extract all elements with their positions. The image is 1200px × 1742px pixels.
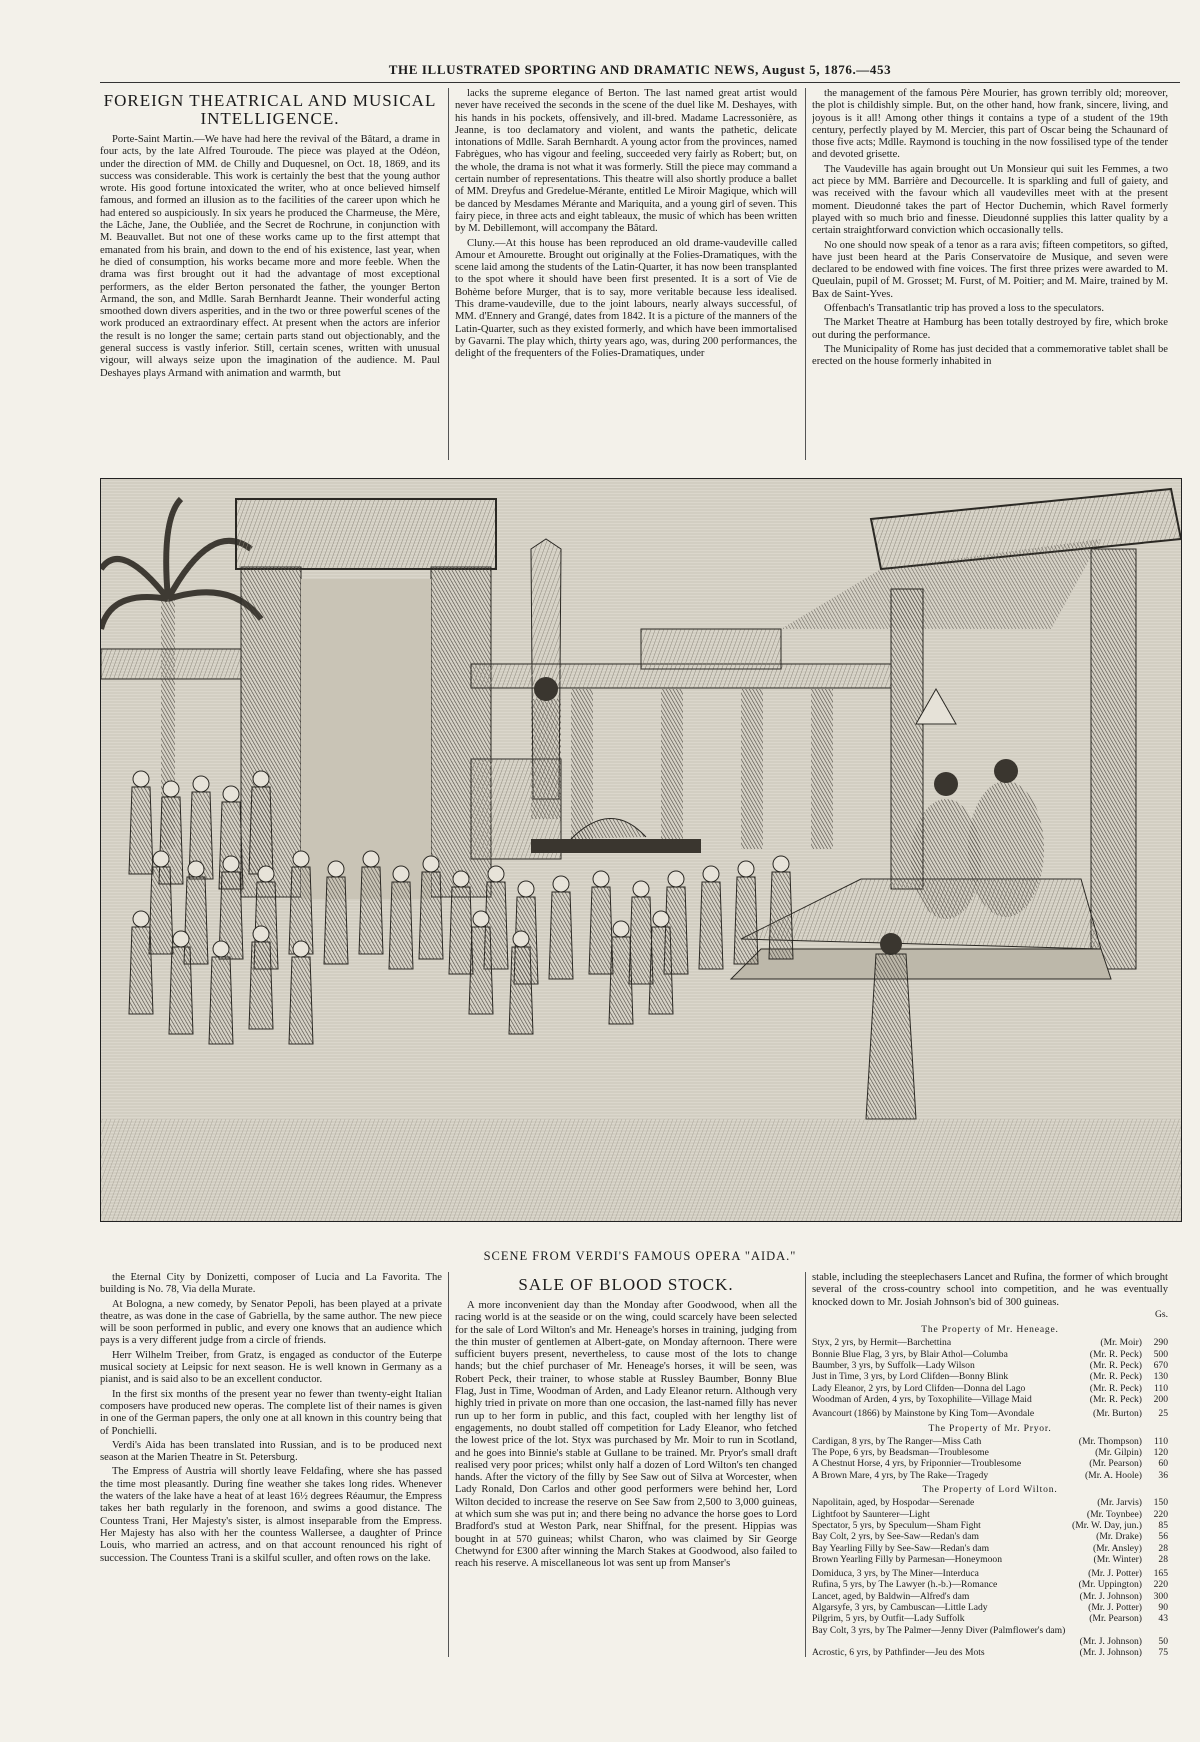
lot-description: Pilgrim, 5 yrs, by Outfit—Lady Suffolk <box>812 1613 965 1625</box>
soldier-figure <box>169 947 193 1034</box>
lot-buyer: (Mr. Uppington) <box>1078 1579 1142 1591</box>
lot-description: Bay Colt, 2 yrs, by See-Saw—Redan's dam <box>812 1531 979 1543</box>
lot-description: Lancet, aged, by Baldwin—Alfred's dam <box>812 1590 970 1602</box>
lot-description: Acrostic, 6 yrs, by Pathfinder—Jeu des Mots <box>812 1647 985 1659</box>
lot-row <box>812 1337 1168 1348</box>
lot-description: Avancourt (1866) by Mainstone by King Tom—Avondale <box>812 1408 1035 1420</box>
soldier-figure <box>699 882 723 969</box>
lot-buyer: (Mr. J. Johnson) <box>1079 1590 1142 1602</box>
lot-row <box>812 1436 1168 1447</box>
soldier-figure <box>609 937 633 1024</box>
soldier-figure <box>703 866 719 882</box>
article-paragraph: Porte-Saint Martin.—We have had here the revival of the Bâtard, a drame in four acts, by the late Alfred Touroude. The piece was played at the Odéon, under the direction of MM. de Chilly and Duquesnel, on Oct. 18, 1869, and its success was considerable. This work is certainly the best that the young author wrote. His good fortune intoxicated the writer, who at once believed himself famous, and formed an illusion as to the facilities of the career upon which he had entered so auspiciously. In six years he produced the Charmeuse, the Mère, the Lâche, Jane, the Oubliée, and the Secret de Rochrune, in conjunction with M. Beauvallet. But not one of these works came up to the first attempt that emanated from his brain, and down to the end of his existence, last year, when he died of consumption, his works became more and more feeble. When the drama was first brought out it had the advantage of most exceptional performers, as the elder Berton personated the father, the younger Berton Armand, the son, and Mdlle. Sarah Bernhardt Jeanne. Their wonderful acting smoothed down divers asperities, and in the two or three powerful scenes of the work produced an extraordinary effect. At present when the actors are inferior the result is no longer the same; certain parts stand out objectionably, and the general success is vastly inferior. Still, certain scenes, written with unusual vigour, will always seize upon the imagination of the audience. M. Paul Deshayes plays Armand with animation and warmth, but <box>100 134 440 379</box>
sale-results-column <box>812 1272 1168 1692</box>
soldier-figure <box>188 861 204 877</box>
lot-buyer: (Mr. W. Day, jun.) <box>1072 1519 1142 1531</box>
lot-buyer: (Mr. J. Johnson) <box>1079 1635 1142 1647</box>
lot-description: The Pope, 6 yrs, by Beadsman—Troublesome <box>812 1447 989 1459</box>
lot-row <box>812 1531 1168 1542</box>
foreign-title: FOREIGN THEATRICAL AND MUSICAL INTELLIGENCE. <box>103 92 437 128</box>
lot-buyer: (Mr. R. Peck) <box>1089 1382 1142 1394</box>
soldier-figure <box>518 881 534 897</box>
lot-price: 25 <box>1158 1408 1168 1420</box>
soldier-figure <box>324 877 348 964</box>
soldier-figure <box>293 851 309 867</box>
lot-buyer: (Mr. A. Hoole) <box>1084 1469 1142 1481</box>
lot-price: 290 <box>1153 1337 1168 1349</box>
soldier-figure <box>613 921 629 937</box>
lot-buyer: (Mr. J. Johnson) <box>1079 1647 1142 1659</box>
lot-buyer: (Mr. Gilpin) <box>1095 1447 1142 1459</box>
lots-table <box>812 1436 1168 1481</box>
lot-description <box>812 1636 1067 1647</box>
article-paragraph: The Market Theatre at Hamburg has been totally destroyed by fire, which broke out during the performance. <box>812 317 1168 341</box>
soldier-figure <box>133 911 149 927</box>
lot-price: 36 <box>1158 1469 1168 1481</box>
engraving-caption: SCENE FROM VERDI'S FAMOUS OPERA "AIDA." <box>483 1249 797 1263</box>
lot-price: 200 <box>1153 1393 1168 1405</box>
sale-lots <box>812 1324 1168 1658</box>
soldier-figure <box>509 947 533 1034</box>
soldier-figure <box>488 866 504 882</box>
soldier-figure <box>223 856 239 872</box>
lot-price: 130 <box>1153 1371 1168 1383</box>
lot-price: 150 <box>1153 1497 1168 1509</box>
soldier-figure <box>589 887 613 974</box>
lot-price: 50 <box>1158 1635 1168 1647</box>
lot-row <box>812 1394 1168 1405</box>
lot-row <box>812 1405 1168 1419</box>
soldier-figure <box>258 866 274 882</box>
soldier-figure <box>173 931 189 947</box>
soldier-figure <box>773 856 789 872</box>
soldier-figure <box>423 856 439 872</box>
soldier-figure <box>449 887 473 974</box>
soldier-figure <box>209 957 233 1044</box>
lot-row <box>812 1625 1168 1636</box>
soldier-figure <box>769 872 793 959</box>
article-paragraph: The Vaudeville has again brought out Un Monsieur qui suit les Femmes, a two act piece by MM. Barrière and Decourcelle. It is sparkling and full of gaiety, and was received with the favour which all vaudevilles meet with at the present moment. Dieudonné takes the part of Hector Duchemin, which Ravel formerly played with so much brio and finesse. Dieudonné supplies this latter quality by a certain straightforward conviction which occasionally tells. <box>812 163 1168 237</box>
soldier-figure <box>549 892 573 979</box>
soldier-figure <box>363 851 379 867</box>
lot-row <box>812 1647 1168 1658</box>
lot-description: Algarsyfe, 3 yrs, by Cambuscan—Little Lady <box>812 1602 988 1614</box>
soldier-figure <box>133 771 149 787</box>
owner-heading: The Property of Mr. Heneage. <box>921 1324 1059 1336</box>
lot-price: 670 <box>1153 1360 1168 1372</box>
soldier-figure <box>359 867 383 954</box>
soldier-figure <box>213 941 229 957</box>
lot-price: 28 <box>1158 1542 1168 1554</box>
soldier-figure <box>249 942 273 1029</box>
lot-price: 110 <box>1153 1382 1168 1394</box>
lot-description: Lady Eleanor, 2 yrs, by Lord Clifden—Donna del Lago <box>812 1382 1026 1394</box>
soldier-figure <box>653 911 669 927</box>
soldier-figure <box>129 927 153 1014</box>
lot-row <box>812 1360 1168 1371</box>
lot-price: 220 <box>1153 1508 1168 1520</box>
soldier-figure <box>593 871 609 887</box>
column-rule <box>805 1272 806 1657</box>
lot-buyer: (Mr. R. Peck) <box>1089 1371 1142 1383</box>
lot-buyer: (Mr. Toynbee) <box>1086 1508 1142 1520</box>
soldier-figure <box>253 926 269 942</box>
lot-row <box>812 1458 1168 1469</box>
soldier-figure <box>393 866 409 882</box>
soldier-figure <box>328 861 344 877</box>
lot-row <box>812 1470 1168 1481</box>
article-paragraph: The Empress of Austria will shortly leave Feldafing, where she has passed the time most pleasantly. During fine weather she takes long rides. Whenever the waters of the lake have a heat of at least 16½ degrees Réaumur, the Empress takes her bath regularly in the forenoon, and swims a good distance. The Countess Trani, Her Majesty's sister, is almost inseparable from the Empress. Her Majesty has also with her the countess Wallersee, a daughter of Prince Louis, who married an actress, and on that account renounced his right of succession. The Countess Trani is a skilful sculler, and often rows on the lake. <box>100 1466 442 1564</box>
article-paragraph: At Bologna, a new comedy, by Senator Pepoli, has been played at a private theatre, as was done in the case of Gabriella, by the same author. The new piece will be soon performed in public, and every one knows that an audience which pays is a very different judge from a circle of friends. <box>100 1298 442 1347</box>
article-paragraph: Verdi's Aida has been translated into Russian, and is to be produced next season at the Marien Theatre in St. Petersburg. <box>100 1439 442 1464</box>
lot-row <box>812 1565 1168 1579</box>
lot-row <box>812 1554 1168 1565</box>
lot-buyer: (Mr. J. Potter) <box>1088 1602 1142 1614</box>
lot-description: Spectator, 5 yrs, by Speculum—Sham Fight <box>812 1519 981 1531</box>
lot-row <box>812 1613 1168 1624</box>
lot-description: Bonnie Blue Flag, 3 yrs, by Blair Athol—Columba <box>812 1348 1008 1360</box>
soldier-figure <box>734 877 758 964</box>
soldier-figure <box>419 872 443 959</box>
lot-price: 220 <box>1153 1579 1168 1591</box>
soldier-figure <box>289 957 313 1044</box>
blood-stock-title: SALE OF BLOOD STOCK. <box>518 1276 734 1294</box>
lot-description: Domiduca, 3 yrs, by The Miner—Interduca <box>812 1568 979 1580</box>
lot-price: 60 <box>1158 1458 1168 1470</box>
lot-buyer: (Mr. J. Potter) <box>1088 1568 1142 1580</box>
lot-row <box>812 1497 1168 1508</box>
lot-row <box>812 1349 1168 1360</box>
lower-column-1 <box>100 1272 442 1592</box>
lot-row <box>812 1636 1168 1647</box>
soldier-figure <box>469 927 493 1014</box>
foreign-column-3 <box>812 88 1168 460</box>
lot-price: 56 <box>1158 1531 1168 1543</box>
lot-buyer: (Mr. Pearson) <box>1089 1458 1142 1470</box>
lot-description: Rufina, 5 yrs, by The Lawyer (h.-b.)—Romance <box>812 1579 998 1591</box>
lot-buyer: (Mr. R. Peck) <box>1089 1360 1142 1372</box>
soldier-figure <box>153 851 169 867</box>
lot-price: 28 <box>1158 1553 1168 1565</box>
lot-price: 120 <box>1153 1447 1168 1459</box>
owner-heading: The Property of Lord Wilton. <box>922 1484 1058 1496</box>
lot-buyer: (Mr. R. Peck) <box>1089 1348 1142 1360</box>
article-paragraph: Herr Wilhelm Treiber, from Gratz, is engaged as conductor of the Euterpe musical society at Leipsic for next season. He is well known in Germany as a pianist, and is said also to be an excellent conductor. <box>100 1349 442 1386</box>
lot-price: 43 <box>1158 1613 1168 1625</box>
lot-buyer: (Mr. Drake) <box>1096 1531 1142 1543</box>
article-paragraph: the management of the famous Père Mourier, has grown terribly old; moreover, the plot is childishly simple. But, on the other hand, how frank, sincere, living, and joyous is it all! Among other things it contains a type of a student of the 19th century, perfectly played by M. Mercier, this part of Oscar being the Schaunard of those five acts; Mdlle. Raymond is touching in the now fossilised type of the tender and devoted grisette. <box>812 88 1168 161</box>
header-rule <box>100 82 1180 83</box>
article-paragraph: the Eternal City by Donizetti, composer of Lucia and La Favorita. The building is No. 78, Via della Murate. <box>100 1272 442 1296</box>
soldier-figure <box>668 871 684 887</box>
lot-buyer: (Mr. Winter) <box>1093 1553 1142 1565</box>
lot-buyer: (Mr. Pearson) <box>1089 1613 1142 1625</box>
soldier-figure <box>513 931 529 947</box>
soldier-figure <box>633 881 649 897</box>
lot-row <box>812 1591 1168 1602</box>
lot-buyer: (Mr. Ansley) <box>1092 1542 1142 1554</box>
lot-row <box>812 1520 1168 1531</box>
soldier-figure <box>389 882 413 969</box>
lot-row <box>812 1602 1168 1613</box>
masthead: THE ILLUSTRATED SPORTING AND DRAMATIC NEWS, August 5, 1876.—453 <box>388 62 892 77</box>
lot-price: 165 <box>1153 1568 1168 1580</box>
lot-description: Bay Yearling Filly by See-Saw—Redan's dam <box>812 1542 990 1554</box>
sale-intro: stable, including the steeplechasers Lancet and Rufina, the former of which brought several of the cross-country school into competition, and he was eventually knocked down to Mr. Josiah Johnson's bid of 300 guineas. <box>812 1272 1168 1308</box>
foreign-column-1 <box>100 92 440 452</box>
temple-gateway <box>236 499 496 899</box>
guineas-header: Gs. <box>1154 1308 1168 1320</box>
soldier-figure <box>473 911 489 927</box>
lot-row <box>812 1509 1168 1520</box>
lot-buyer: (Mr. R. Peck) <box>1089 1393 1142 1405</box>
soldier-figure <box>193 776 209 792</box>
lot-description: Woodman of Arden, 4 yrs, by Toxophilite—Village Maid <box>812 1393 1032 1405</box>
article-paragraph: No one should now speak of a tenor as a rara avis; fifteen competitors, so gifted, have just been heard at the Paris Conservatoire de Musique, and seven were declared to be endowed with fine voices. The first three prizes were awarded to M. Queulain, pupil of M. Grosset; M. Furst, of M. Poitier; and M. Maire, trained by M. Bax de Saint-Yves. <box>812 239 1168 300</box>
blood-stock-column <box>455 1276 797 1661</box>
lot-description: Just in Time, 3 yrs, by Lord Clifden—Bonny Blink <box>812 1371 1009 1383</box>
lot-buyer: (Mr. Jarvis) <box>1097 1497 1142 1509</box>
lot-row <box>812 1383 1168 1394</box>
lot-price: 75 <box>1158 1647 1168 1659</box>
column-rule <box>805 88 806 460</box>
article-paragraph: Cluny.—At this house has been reproduced an old drame-vaudeville called Amour et Amourette. Brought out originally at the Folies-Dramatiques, with the scene laid among the students of the Latin-Quarter, it has now been transplanted to the spot where it should have been first presented. It is a sort of Vie de Bohème before Murger, that is to say, more veritable because less idealised. This drame-vaudeville, due to the joint labours, nearly always successful, of MM. d'Ennery and Grangé, dates from 1842. It is a picture of the manners of the Latin-Quarter, such as they existed formerly, and which have been immortalised by Gavarni. The play which, thirty years ago, was, during 200 performances, the delight of the frequenters of the Folies-Dramatiques, under <box>455 237 797 360</box>
lot-description: A Chestnut Horse, 4 yrs, by Friponnier—Troublesome <box>812 1458 1022 1470</box>
soldier-figure <box>149 867 173 954</box>
soldier-figure <box>253 771 269 787</box>
lot-price <box>1142 1625 1168 1636</box>
lot-description: Cardigan, 8 yrs, by The Ranger—Miss Cath <box>812 1435 982 1447</box>
soldier-figure <box>453 871 469 887</box>
column-rule <box>448 88 449 460</box>
column-rule <box>448 1272 449 1657</box>
lot-row <box>812 1447 1168 1458</box>
lot-price: 300 <box>1153 1590 1168 1602</box>
lot-row <box>812 1579 1168 1590</box>
soldier-figure <box>223 786 239 802</box>
lot-buyer: (Mr. Moir) <box>1100 1337 1142 1349</box>
article-paragraph: Offenbach's Transatlantic trip has proved a loss to the speculators. <box>824 303 1105 315</box>
lot-description: A Brown Mare, 4 yrs, by The Rake—Tragedy <box>812 1469 989 1481</box>
article-paragraph: In the first six months of the present year no fewer than twenty-eight Italian composers have produced new operas. The complete list of their names is given in one of the German papers, the only one at all known in this country being that of Ponchielli. <box>100 1388 442 1437</box>
lot-buyer <box>1067 1625 1142 1636</box>
lot-buyer: (Mr. Burton) <box>1092 1408 1142 1420</box>
soldier-figure <box>738 861 754 877</box>
lot-description: Brown Yearling Filly by Parmesan—Honeymoon <box>812 1553 1003 1565</box>
blood-stock-body: A more inconvenient day than the Monday after Goodwood, when all the racing world is at the seaside or on the wing, could scarcely have been selected for the sale of Lord Wilton's and Mr. Heneage's horses in training, judging from the thin muster of gentlemen at Albert-gate, on Monday afternoon. There were sufficient buyers present, nevertheless, to cause most of the lots to change hands; but the chief purchaser of Mr. Heneage's horses, it will be seen, was Robert Peck, their trainer, to whose stable at Russley Baumber, Bonny Blue Flag, Just in Time, Woodman of Arden, and Lady Eleanor return. Although very highly tried in private on more than one occasion, the last-named filly has never run up to her form in public, and this fact, coupled with her lengthy list of engagements, no doubt stalled off competition for Lady Eleanor, who fetched the lowest price of the lot. Styx was purchased by Mr. Moir to run in Scotland, and he goes into Binnie's stable at Gullane to be trained. Mr. Pryor's small draft realised very poor prices; whilst only half a dozen of Lord Wilton's ten changed hands. After the victory of the filly by See Saw out of Silva at Worcester, when Lady Ronald, Don Carlos and other good performers were behind her, Lord Wilton decided to increase the reserve on See Saw from 2,500 to 3,000 guineas, at which sum she was put in; and there being no advance the horse goes to Lord Bradford's stud at Weston Park, near Shiffnal, for the present. Hippias was bought in at 570 guineas; whilst Charon, who was claimed by Sir George Chetwynd for £300 after winning the March Stakes at Goodwood, also failed to reach his reserve. A miscellaneous lot was sent up from Manser's <box>455 1300 797 1570</box>
soldier-figure <box>293 941 309 957</box>
soldier-figure <box>629 897 653 984</box>
lot-price: 110 <box>1153 1435 1168 1447</box>
lot-description: Styx, 2 yrs, by Hermit—Barchettina <box>812 1337 952 1349</box>
lot-description: Baumber, 3 yrs, by Suffolk—Lady Wilson <box>812 1360 975 1372</box>
article-paragraph: The Municipality of Rome has just decided that a commemorative tablet shall be erected on the house formerly inhabited in <box>812 343 1168 368</box>
soldier-figure <box>249 787 273 874</box>
lot-description: Lightfoot by Saunterer—Light <box>812 1508 930 1520</box>
soldier-figure <box>649 927 673 1014</box>
soldier-figure <box>553 876 569 892</box>
article-paragraph: lacks the supreme elegance of Berton. The last named great artist would never have received the seconds in the scene of the duel like M. Deshayes, with his hands in his pockets, offensively, and ill-bred. Madame Lacressonière, as Jeanne, is too declamatory and violent, and wants the pathetic, delicate intonations of Mdlle. Sarah Bernhardt. A young actor from the provinces, named Fabrègues, who has vigour and feeling, succeeded very fairly as Robert; but, on the whole, the drama is not what it was formerly. Still the piece may command a certain number of representations. This theatre will also shortly produce a ballet of MM. Dreyfus and Gredelue-Mérante, entitled Le Miroir Magique, which will be danced by Mesdames Mérante and Mariquita, and a young girl of seven. This fairy piece, in three acts and eight tableaux, the music of which has been written by M. Debillemont, will accompany the Bâtard. <box>455 88 797 235</box>
aida-engraving <box>100 478 1182 1222</box>
lot-description: Bay Colt, 3 yrs, by The Palmer—Jenny Diver (Palmflower's dam) <box>812 1624 1066 1636</box>
lots-table <box>812 1337 1168 1419</box>
lot-description: Napolitain, aged, by Hospodar—Serenade <box>812 1497 975 1509</box>
lot-buyer: (Mr. Thompson) <box>1078 1435 1142 1447</box>
lots-table <box>812 1497 1168 1658</box>
owner-heading: The Property of Mr. Pryor. <box>928 1422 1052 1434</box>
lot-price: 85 <box>1158 1519 1168 1531</box>
soldier-figure <box>129 787 153 874</box>
lot-row <box>812 1371 1168 1382</box>
aida-scene-image <box>101 479 1181 1221</box>
foreign-column-2 <box>455 88 797 460</box>
soldier-figure <box>163 781 179 797</box>
lot-price: 90 <box>1158 1602 1168 1614</box>
lot-price: 500 <box>1153 1348 1168 1360</box>
lot-row <box>812 1543 1168 1554</box>
